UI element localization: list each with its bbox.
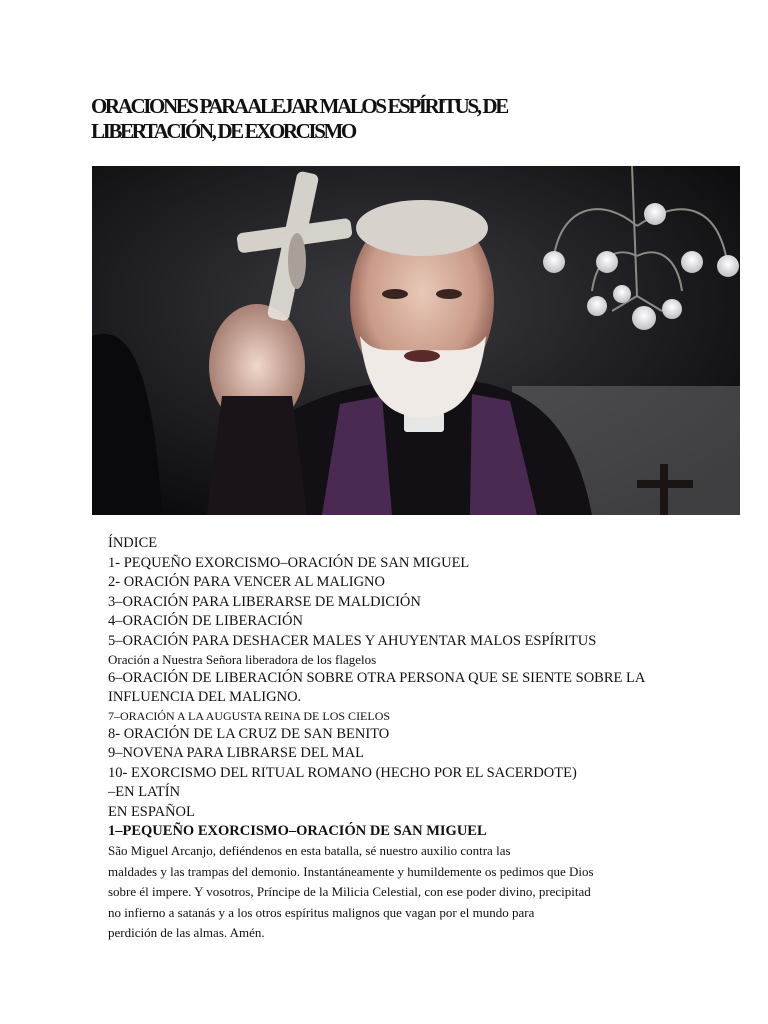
title-line: LIBERTACIÓN, DE EXORCISMO xyxy=(91,119,355,143)
toc-item: 5–ORACIÓN PARA DESHACER MALES Y AHUYENTAR MALOS ESPÍRITUS xyxy=(108,632,597,649)
toc-item: 7–ORACIÓN A LA AUGUSTA REINA DE LOS CIELOS xyxy=(108,708,391,723)
toc-item: 9–NOVENA PARA LIBRARSE DEL MAL xyxy=(108,745,364,761)
toc-item: –EN LATÍN xyxy=(108,784,181,800)
toc-heading: ÍNDICE xyxy=(108,535,158,551)
toc-item: 4–ORACIÓN DE LIBERACIÓN xyxy=(108,613,303,629)
toc-item: INFLUENCIA DEL MALIGNO. xyxy=(108,689,302,705)
title-line: ORACIONES PARA ALEJAR MALOS ESPÍRITUS, DE xyxy=(91,94,507,118)
body-line: maldades y las trampas del demonio. Instantáneamente y humildemente os pedimos que Dios xyxy=(108,863,594,879)
body-line: no infierno a satanás y a los otros espíritus malignos que vagan por el mundo para xyxy=(108,904,535,920)
toc-item: 3–ORACIÓN PARA LIBERARSE DE MALDICIÓN xyxy=(108,593,421,610)
toc-item: 1- PEQUEÑO EXORCISMO–ORACIÓN DE SAN MIGUEL xyxy=(108,554,470,571)
priest-photo-illustration xyxy=(92,166,740,515)
toc-item: 2- ORACIÓN PARA VENCER AL MALIGNO xyxy=(108,574,386,590)
body-line: sobre él impere. Y vosotros, Príncipe de la Milicia Celestial, con ese poder divino, precipitad xyxy=(108,884,591,899)
table-of-contents xyxy=(108,534,708,944)
toc-item: EN ESPAÑOL xyxy=(108,803,195,820)
section-heading: 1–PEQUEÑO EXORCISMO–ORACIÓN DE SAN MIGUEL xyxy=(108,823,487,839)
toc-item: 6–ORACIÓN DE LIBERACIÓN SOBRE OTRA PERSONA QUE SE SIENTE SOBRE LA xyxy=(108,669,646,686)
toc-item: 8- ORACIÓN DE LA CRUZ DE SAN BENITO xyxy=(108,725,390,742)
toc-item: Oración a Nuestra Señora liberadora de los flagelos xyxy=(108,652,377,667)
priest-photo xyxy=(92,166,740,515)
body-line: perdición de las almas. Amén. xyxy=(108,925,265,940)
body-line: São Miguel Arcanjo, defiéndenos en esta batalla, sé nuestro auxilio contra las xyxy=(108,843,511,858)
document-title xyxy=(91,94,651,144)
toc-item: 10- EXORCISMO DEL RITUAL ROMANO (HECHO POR EL SACERDOTE) xyxy=(108,764,577,781)
